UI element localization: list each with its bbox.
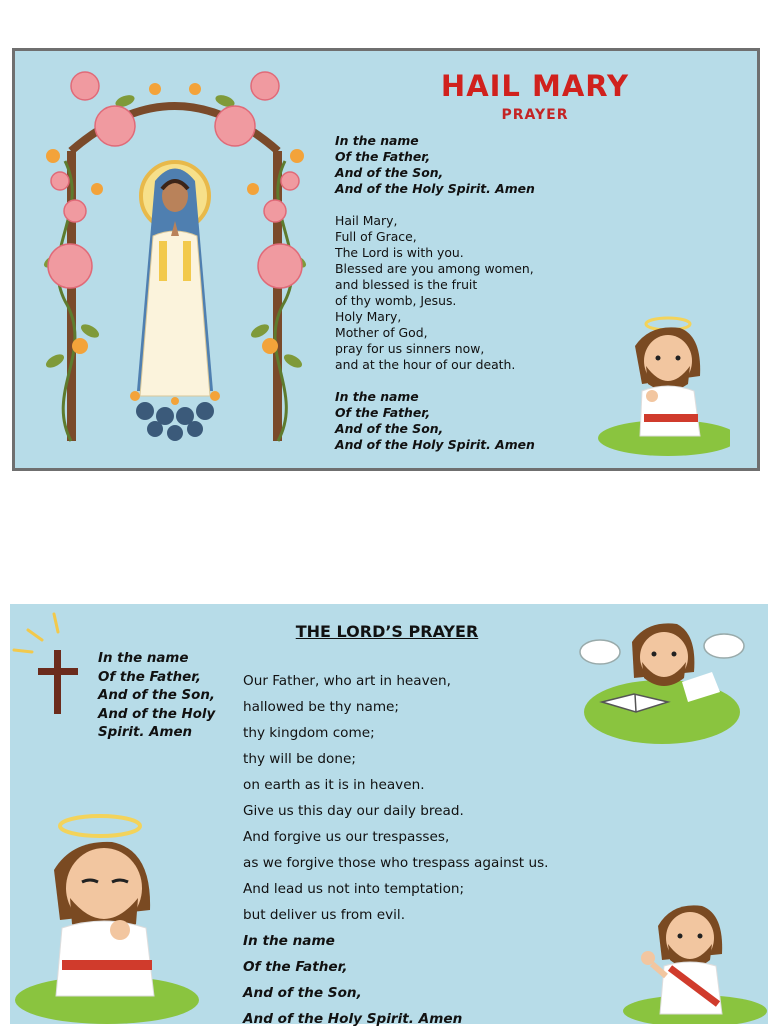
verse-line: on earth as it is in heaven. [243,777,425,793]
lords-prayer-body [243,668,548,1032]
verse-line: And of the Son, [335,421,444,436]
verse-line: In the name [243,933,335,949]
verse-line: And of the Son, [98,688,215,703]
jesus-reading-illustration [572,612,752,752]
verse-line: but deliver us from evil. [243,907,406,923]
verse-line: hallowed be thy name; [243,699,400,715]
lords-prayer-card [10,604,768,1027]
verse-line: thy will be done; [243,751,356,767]
verse-line: and blessed is the fruit [335,277,478,292]
verse-line: The Lord is with you. [335,245,464,260]
verse-line: Give us this day our daily bread. [243,803,464,819]
verse-line: And of the Holy Spirit. Amen [335,181,535,196]
hail-mary-card [12,48,760,471]
verse-line: And lead us not into temptation; [243,881,465,897]
verse-line: In the name [98,651,189,666]
verse-line: and at the hour of our death. [335,357,516,372]
verse-line: Of the Father, [335,405,431,420]
verse-line: thy kingdom come; [243,725,375,741]
cross-icon [10,610,90,720]
hail-mary-subtitle: PRAYER [501,107,569,123]
verse-line: And of the Holy [98,706,216,722]
verse-line: Mother of God, [335,325,428,340]
verse-line: Full of Grace, [335,229,417,244]
verse-line: Blessed are you among women, [335,261,534,276]
mary-floral-arch-illustration [35,61,315,461]
verse-line: And of the Holy Spirit. Amen [243,1011,463,1027]
waving-jesus-illustration [610,896,768,1024]
verse-line: And of the Son, [335,165,444,180]
lords-prayer-title: THE LORD’S PRAYER [295,622,479,641]
verse-line: Our Father, who art in heaven, [243,673,451,689]
verse-line: And of the Holy Spirit. Amen [335,437,535,452]
kneeling-jesus-left-illustration [12,810,202,1024]
verse-line: In the name [335,389,419,404]
verse-line: Of the Father, [98,669,201,685]
verse-line: In the name [335,133,419,148]
verse-line: as we forgive those who trespass against us. [243,855,549,871]
verse-line: Of the Father, [243,959,348,975]
hail-mary-intro [335,133,535,197]
verse-line: Hail Mary, [335,213,398,228]
verse-line: And of the Son, [243,985,362,1001]
hail-mary-title: HAIL MARY [440,69,630,103]
verse-line: Of the Father, [335,149,431,164]
verse-line: And forgive us our trespasses, [243,829,450,845]
lords-prayer-side-verse [98,650,215,743]
verse-line: pray for us sinners now, [335,341,485,356]
hail-mary-outro [335,389,535,453]
hail-mary-body [335,213,534,373]
verse-line: of thy womb, Jesus. [335,293,457,308]
kneeling-jesus-illustration [580,306,730,461]
verse-line: Holy Mary, [335,309,402,324]
verse-line: Spirit. Amen [98,725,193,740]
